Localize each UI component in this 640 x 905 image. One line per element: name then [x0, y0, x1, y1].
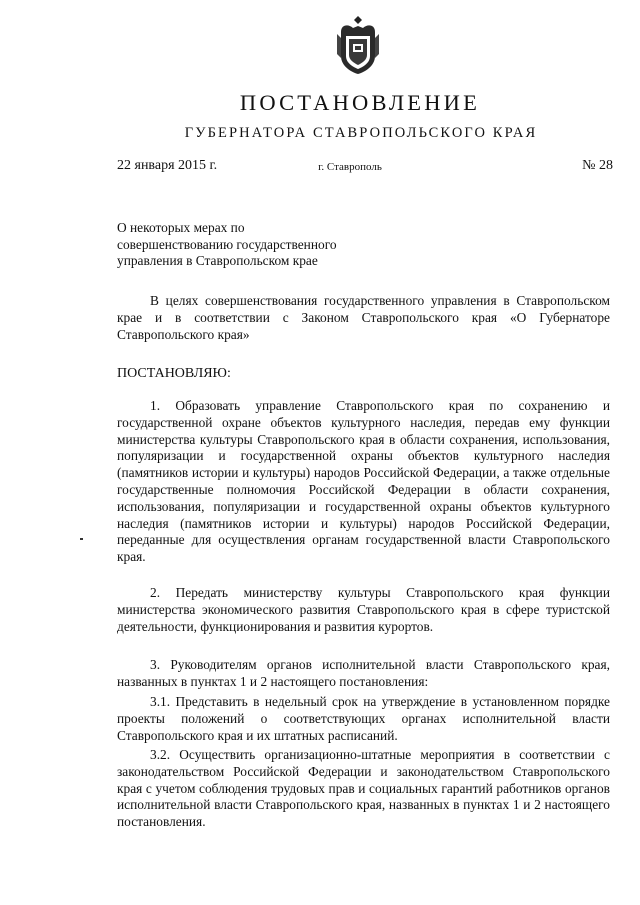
- document-subtitle: ГУБЕРНАТОРА СТАВРОПОЛЬСКОГО КРАЯ: [184, 125, 538, 141]
- document-date: 22 января 2015 г.: [117, 158, 218, 173]
- coat-of-arms-emblem: [335, 14, 381, 76]
- paragraph-1: 1. Образовать управление Ставропольского края по сохранению и государственной охране объектов культурного наследия, передав ему функции министерства культуры Ставропольского края в области сохранения, использования, популяризации и государственной охраны объектов культурного наследия (памятников истории и культуры) народов Российской Федерации, а также отдельные государственные полномочия Российской Федерации в области сохранения, использования, популяризации и государственной охраны объектов культурного наследия (памятников истории и культуры) народов Российской Федерации, переданные для осуществления органам государственной власти Ставропольского края.: [117, 398, 610, 565]
- preamble-paragraph: В целях совершенствования государственного управления в Ставропольском крае и в соответствии с Законом Ставропольского края «О Губернаторе Ставропольского края»: [117, 293, 610, 342]
- paragraph-3-2: 3.2. Осуществить организационно-штатные мероприятия в соответствии с законодательством Российской Федерации и законодательством Ставропольского края с учетом соблюдения трудовых прав и социальных гарантий работников органов исполнительной власти Ставропольского края, названных в пунктах 1 и 2 настоящего постановления.: [117, 747, 610, 830]
- document-title: ПОСТАНОВЛЕНИЕ: [239, 90, 481, 115]
- document-number: № 28: [582, 158, 613, 173]
- paragraph-3-1: 3.1. Представить в недельный срок на утверждение в установленном порядке проекты положений о соответствующих органах исполнительной власти Ставропольского края и их штатных расписаний.: [117, 694, 610, 743]
- document-subject: О некоторых мерах по совершенствованию государственного управления в Ставропольском крае: [117, 220, 337, 268]
- decree-word: ПОСТАНОВЛЯЮ:: [117, 366, 231, 381]
- document-city: г. Ставрополь: [318, 161, 382, 173]
- paragraph-3: 3. Руководителям органов исполнительной власти Ставропольского края, названных в пунктах 1 и 2 настоящего постановления:: [117, 657, 610, 689]
- scan-speck: [80, 538, 83, 540]
- paragraph-2: 2. Передать министерству культуры Ставропольского края функции министерства экономического развития Ставропольского края в сфере туристской деятельности, функционирования и развития курортов.: [117, 585, 610, 634]
